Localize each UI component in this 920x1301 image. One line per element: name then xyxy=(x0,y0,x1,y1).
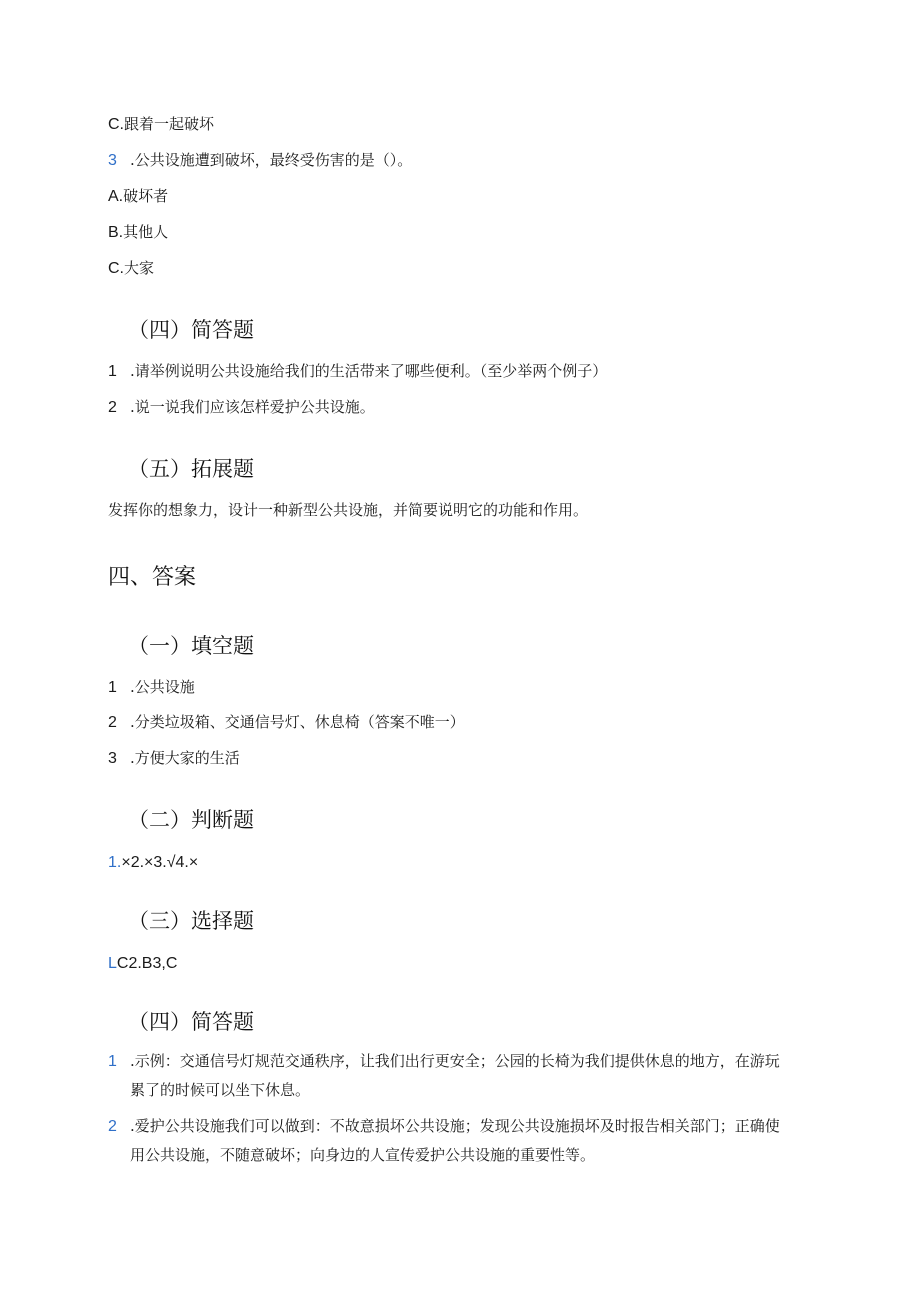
option-letter: B. xyxy=(108,224,124,241)
section-heading-fill-blank: （一）填空题 xyxy=(128,634,254,658)
section-heading-short-answer: （四）简答题 xyxy=(128,318,254,342)
item-text-line-2: 用公共设施，不随意破坏；向身边的人宣传爱护公共设施的重要性等。 xyxy=(130,1146,596,1164)
short-answer-answer-2 xyxy=(108,1112,808,1170)
item-number: 2 xyxy=(108,714,117,731)
item-text: .请举例说明公共设施给我们的生活带来了哪些便利。（至少举两个例子） xyxy=(130,362,608,380)
option-text: 其他人 xyxy=(123,223,169,241)
item-number: 3 xyxy=(108,750,117,767)
option-a xyxy=(108,186,168,207)
option-c xyxy=(108,258,154,279)
item-text: .说一说我们应该怎样爱护公共设施。 xyxy=(130,398,375,416)
item-text: .分类垃圾箱、交通信号灯、休息椅（答案不唯一） xyxy=(130,713,465,731)
fill-blank-answer-2 xyxy=(108,712,465,733)
item-number: 1 xyxy=(108,679,117,696)
extension-text: 发挥你的想象力，设计一种新型公共设施，并简要说明它的功能和作用。 xyxy=(108,501,589,519)
item-number: 1 xyxy=(108,363,117,380)
item-text-line-1: .爱护公共设施我们可以做到：不故意损坏公共设施；发现公共设施损坏及时报告相关部门；正确使 xyxy=(130,1117,780,1135)
option-text: 破坏者 xyxy=(123,187,169,205)
fill-blank-answer-3 xyxy=(108,748,240,769)
option-text: 跟着一起破坏 xyxy=(124,115,215,133)
section-heading-short-answer-answers: （四）简答题 xyxy=(128,1010,254,1034)
option-letter: C. xyxy=(108,260,124,277)
item-number: 1 xyxy=(108,1053,117,1070)
item-number: 2 xyxy=(108,399,117,416)
answer-text: ×2.×3.√4.× xyxy=(121,854,199,871)
item-text-line-2: 累了的时候可以坐下休息。 xyxy=(130,1081,311,1099)
answer-lead: 1. xyxy=(108,854,122,871)
question-3 xyxy=(108,150,412,171)
section-heading-extension: （五）拓展题 xyxy=(128,457,254,481)
question-text: .公共设施遭到破坏，最终受伤害的是（）。 xyxy=(130,151,413,169)
choice-answers xyxy=(108,954,177,974)
short-answer-item-2 xyxy=(108,397,375,418)
fill-blank-answer-1 xyxy=(108,677,195,698)
true-false-answers xyxy=(108,853,198,873)
item-text: .公共设施 xyxy=(130,678,195,696)
question-number: 3 xyxy=(108,152,117,169)
answers-heading: 四、答案 xyxy=(108,565,197,590)
item-number: 2 xyxy=(108,1118,117,1135)
item-text: .方便大家的生活 xyxy=(130,749,240,767)
answer-lead: L xyxy=(108,955,117,972)
option-letter: A. xyxy=(108,188,124,205)
option-b xyxy=(108,222,168,243)
option-text: 大家 xyxy=(124,259,155,277)
short-answer-item-1 xyxy=(108,361,607,382)
section-heading-true-false: （二）判断题 xyxy=(128,808,254,832)
option-c-prev xyxy=(108,114,214,135)
short-answer-answer-1 xyxy=(108,1047,808,1105)
item-text-line-1: .示例：交通信号灯规范交通秩序，让我们出行更安全；公园的长椅为我们提供休息的地方，在游玩 xyxy=(130,1052,780,1070)
answer-text: C2.B3,C xyxy=(116,955,178,972)
section-heading-choice: （三）选择题 xyxy=(128,909,254,933)
option-letter: C. xyxy=(108,116,124,133)
